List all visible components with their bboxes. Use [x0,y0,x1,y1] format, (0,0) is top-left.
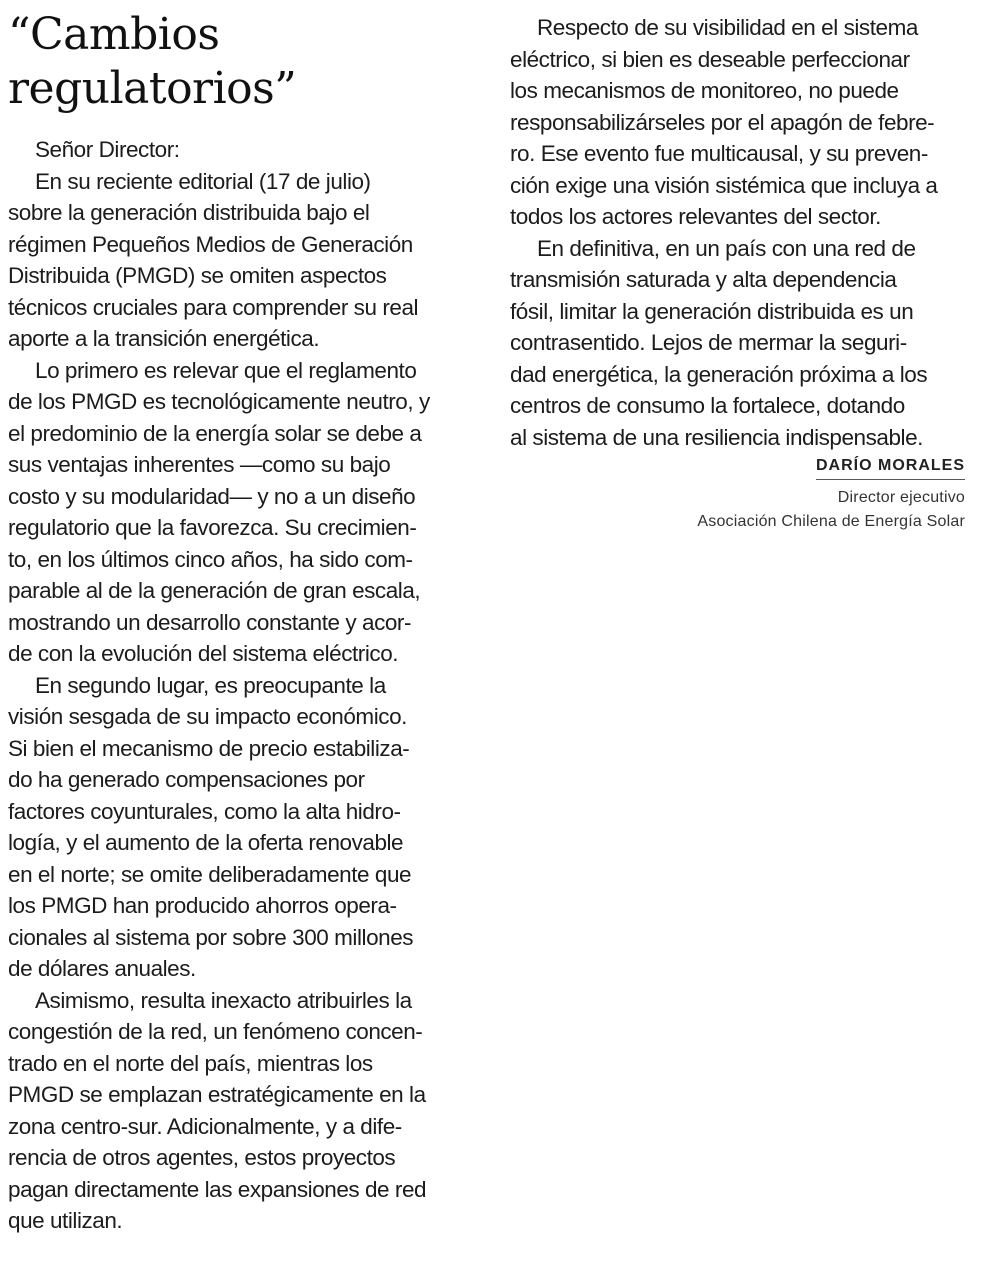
headline [8,8,466,116]
text-line: visión sesgada de su impacto económico. [8,704,407,729]
text-line: En definitiva, en un país con una red de [537,235,916,261]
text-line: contrasentido. Lejos de mermar la seguri- [510,330,907,355]
text-line: aporte a la transición energética. [8,326,320,351]
text-line: que utilizan. [8,1208,123,1233]
text-line: régimen Pequeños Medios de Generación [8,231,413,257]
text-line: dad energética, la generación próxima a los [510,361,928,387]
text-line: Distribuida (PMGD) se omiten aspectos [8,263,387,288]
text-line: los mecanismos de monitoreo, no puede [510,78,899,103]
text-line: centros de consumo la fortalece, dotando [510,393,905,418]
text-line: mostrando un desarrollo constante y acor- [8,609,412,635]
text-line: En segundo lugar, es preocupante la [35,672,386,698]
text-line: parable al de la generación de gran escala, [8,578,421,603]
text-line: en el norte; se omite deliberadamente que [8,861,412,887]
text-line: trado en el norte del país, mientras los [8,1050,373,1076]
text-line: PMGD se emplazan estratégicamente en la [8,1082,426,1107]
text-line: los PMGD han producido ahorros opera- [8,893,397,918]
text-line: fósil, limitar la generación distribuida es un [510,298,914,324]
text-line: ción exige una visión sistémica que incluya a [510,172,938,198]
text-line: Respecto de su visibilidad en el sistema [537,15,918,40]
text-line: logía, y el aumento de la oferta renovable [8,830,404,855]
text-line: eléctrico, si bien es deseable perfeccionar [510,46,910,72]
text-line: el predominio de la energía solar se debe a [8,420,422,446]
text-line: ro. Ese evento fue multicausal, y su preven- [510,141,928,166]
text-line: congestión de la red, un fenómeno concen- [8,1019,423,1044]
left-column [8,0,466,1237]
text-line: pagan directamente las expansiones de red [8,1176,427,1202]
text-line: zona centro-sur. Adicionalmente, y a dife- [8,1113,402,1139]
text-line: sobre la generación distribuida bajo el [8,200,370,225]
text-line: al sistema de una resiliencia indispensable. [510,424,923,450]
signature-organization: Asociación Chilena de Energía Solar [697,513,965,530]
text-line: regulatorio que la favorezca. Su crecimien- [8,515,417,540]
text-line: Lo primero es relevar que el reglamento [35,357,417,383]
text-line: de los PMGD es tecnológicamente neutro, y [8,389,430,414]
right-column-body [510,12,965,453]
text-line: de con la evolución del sistema eléctrico. [8,641,399,666]
text-line: técnicos cruciales para comprender su real [8,294,419,320]
text-line: responsabilizárseles por el apagón de febre- [510,109,935,135]
signature-name: DARÍO MORALES [816,455,965,480]
left-column-body [8,134,466,1237]
text-line: do ha generado compensaciones por [8,767,365,792]
text-line: to, en los últimos cinco años, ha sido com- [8,546,413,572]
text-line: cionales al sistema por sobre 300 millones [8,924,414,950]
text-line: costo y su modularidad— y no a un diseño [8,483,416,509]
text-line: sus ventajas inherentes —como su bajo [8,452,391,477]
text-line: Si bien el mecanismo de precio estabiliza- [8,735,410,761]
signature-title: Director ejecutivo [837,489,965,506]
text-line: Asimismo, resulta inexacto atribuirles la [35,987,412,1013]
headline-line: “Cambios [8,9,220,60]
text-line: En su reciente editorial (17 de julio) [35,168,371,194]
text-line: transmisión saturada y alta dependencia [510,267,897,292]
text-line: rencia de otros agentes, estos proyectos [8,1145,396,1170]
text-line: Señor Director: [35,137,180,162]
text-line: factores coyunturales, como la alta hidro- [8,798,401,824]
right-column [510,0,965,534]
signature-block [510,455,965,534]
text-line: todos los actores relevantes del sector. [510,204,881,229]
text-line: de dólares anuales. [8,956,196,981]
headline-line: regulatorios” [8,63,297,114]
